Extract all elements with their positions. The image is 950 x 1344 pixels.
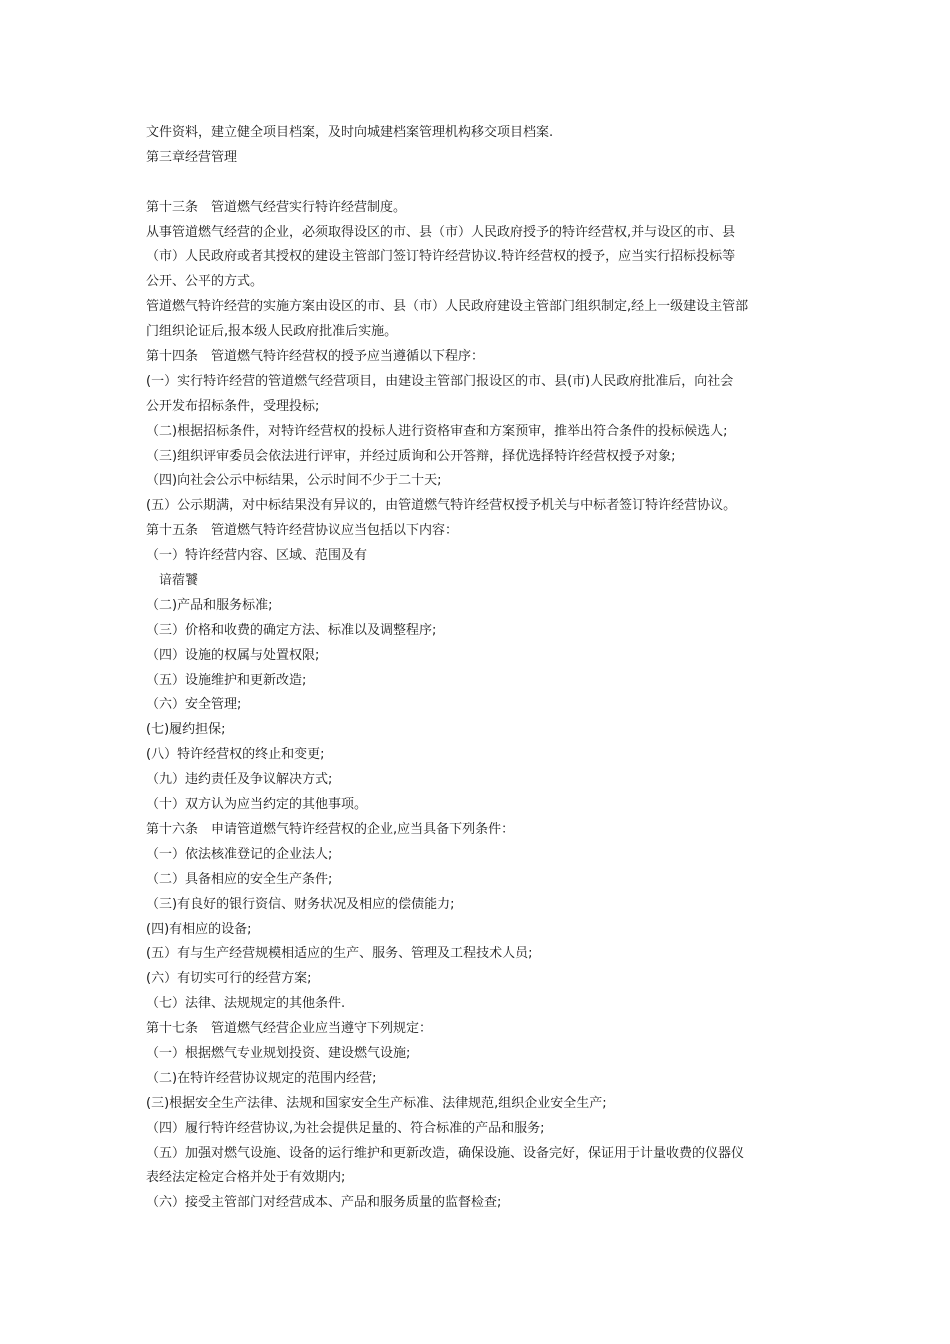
list-item: （五）设施维护和更新改造; <box>146 672 307 688</box>
text-line: 管道燃气特许经营的实施方案由设区的市、县（市）人民政府建设主管部门组织制定,经上一级建设主管部 <box>146 299 749 315</box>
article-13-heading: 第十三条 管道燃气经营实行特许经营制度。 <box>146 199 407 215</box>
document-body <box>146 121 826 1216</box>
chapter-heading: 第三章经营管理 <box>146 149 238 165</box>
list-item: (六）有切实可行的经营方案; <box>146 971 312 987</box>
list-item: （五）加强对燃气设施、设备的运行维护和更新改造，确保设施、设备完好，保证用于计量收费的仪器仪 <box>146 1145 745 1161</box>
text-line: 文件资料，建立健全项目档案，及时向城建档案管理机构移交项目档案. <box>146 125 554 140</box>
list-item: (五）公示期满，对中标结果没有异议的，由管道燃气特许经营权授予机关与中标者签订特许经营协议。 <box>146 498 737 514</box>
text-line: 公开、公平的方式。 <box>146 274 264 290</box>
list-item: （十）双方认为应当约定的其他事项。 <box>146 797 368 813</box>
list-item: （三)组织评审委员会依法进行评审，并经过质询和公开答辩，择优选择特许经营权授予对象; <box>146 448 676 464</box>
list-item: (一）实行特许经营的管道燃气经营项目，由建设主管部门报设区的市、县(市)人民政府批准后，向社会 <box>146 373 734 389</box>
text-line: 谙蓿饕 <box>146 573 199 589</box>
list-item: （一）根据燃气专业规划投资、建设燃气设施; <box>146 1045 411 1061</box>
list-item: （一）特许经营内容、区域、范围及有 <box>146 548 368 564</box>
list-item: (八）特许经营权的终止和变更; <box>146 747 325 763</box>
list-item: （三)有良好的银行资信、财务状况及相应的偿债能力; <box>146 896 455 912</box>
text-line: 门组织论证后,报本级人民政府批准后实施。 <box>146 324 398 340</box>
article-16-heading: 第十六条 申请管道燃气特许经营权的企业,应当具备下列条件： <box>146 821 515 837</box>
list-item: （七）法律、法规规定的其他条件. <box>146 996 346 1012</box>
list-item: （二）具备相应的安全生产条件; <box>146 871 333 887</box>
list-item: (三)根据安全生产法律、法规和国家安全生产标准、法律规范,组织企业安全生产; <box>146 1095 607 1111</box>
article-15-heading: 第十五条 管道燃气特许经营协议应当包括以下内容： <box>146 523 459 539</box>
list-item: （四）设施的权属与处置权限; <box>146 647 320 663</box>
blank-line <box>146 171 826 196</box>
list-item: （四)向社会公示中标结果，公示时间不少于二十天; <box>146 473 442 489</box>
list-item: （二)根据招标条件，对特许经营权的投标人进行资格审查和方案预审，推举出符合条件的投标候选人; <box>146 423 728 439</box>
list-item: (七)履约担保; <box>146 722 226 738</box>
article-17-heading: 第十七条 管道燃气经营企业应当遵守下列规定： <box>146 1021 433 1037</box>
list-item: (五）有与生产经营规模相适应的生产、服务、管理及工程技术人员; <box>146 946 533 962</box>
list-item: （三）价格和收费的确定方法、标准以及调整程序; <box>146 622 437 638</box>
list-item: （二)产品和服务标准; <box>146 597 273 613</box>
text-line: 表经法定检定合格并处于有效期内; <box>146 1170 346 1186</box>
list-item: （六）安全管理; <box>146 697 242 713</box>
list-item: （六）接受主管部门对经营成本、产品和服务质量的监督检查; <box>146 1195 502 1211</box>
text-line: （市）人民政府或者其授权的建设主管部门签订特许经营协议.特许经营权的授予，应当实行招标投标等 <box>146 249 736 265</box>
text-line: 从事管道燃气经营的企业，必须取得设区的市、县（市）人民政府授予的特许经营权,并与设区的市、县 <box>146 224 736 240</box>
list-item: （四）履行特许经营协议,为社会提供足量的、符合标准的产品和服务; <box>146 1120 545 1136</box>
article-14-heading: 第十四条 管道燃气特许经营权的授予应当遵循以下程序： <box>146 349 485 365</box>
list-item: （一）依法核准登记的企业法人; <box>146 846 333 862</box>
text-line: 公开发布招标条件，受理投标; <box>146 398 320 414</box>
list-item: （九）违约责任及争议解决方式; <box>146 772 333 788</box>
list-item: （二)在特许经营协议规定的范围内经营; <box>146 1070 377 1086</box>
list-item: (四)有相应的设备; <box>146 921 252 937</box>
